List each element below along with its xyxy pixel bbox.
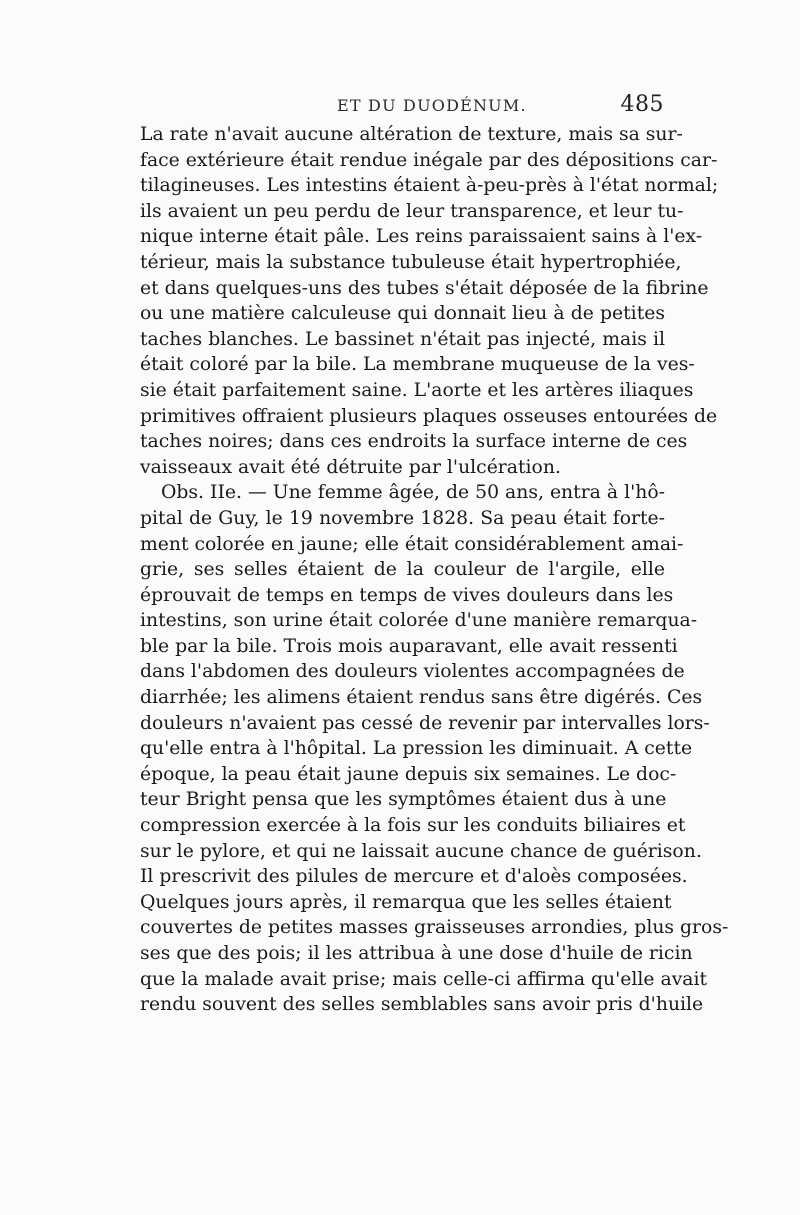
text-line: qu'elle entra à l'hôpital. La pression les diminuait. A cette — [140, 738, 693, 760]
text-line: teur Bright pensa que les symptômes étaient dus à une — [140, 789, 667, 811]
text-line: nique interne était pâle. Les reins paraissaient sains à l'ex- — [140, 226, 703, 248]
text-line: grie, ses selles étaient de la couleur de l'argile, elle — [140, 559, 665, 581]
text-line: pital de Guy, le 19 novembre 1828. Sa peau était forte- — [140, 507, 665, 529]
text-line: térieur, mais la substance tubuleuse était hypertrophiée, — [140, 251, 682, 273]
observation-start-line: Obs. IIe. — Une femme âgée, de 50 ans, entra à l'hô- — [161, 482, 665, 504]
text-line: et dans quelques-uns des tubes s'était déposée de la fibrine — [140, 277, 709, 299]
text-line: douleurs n'avaient pas cessé de revenir par intervalles lors- — [140, 712, 710, 734]
text-line: ment colorée en jaune; elle était considérablement amai- — [140, 533, 684, 555]
text-line: ou une matière calculeuse qui donnait lieu à de petites — [140, 303, 665, 325]
text-line: dans l'abdomen des douleurs violentes accompagnées de — [140, 661, 685, 683]
text-line: rendu souvent des selles semblables sans avoir pris d'huile — [140, 994, 704, 1016]
text-line: ble par la bile. Trois mois auparavant, elle avait ressenti — [140, 635, 678, 657]
text-line: compression exercée à la fois sur les conduits biliaires et — [140, 815, 686, 837]
text-line: couvertes de petites masses graisseuses arrondies, plus gros- — [140, 917, 729, 939]
text-line: était coloré par la bile. La membrane muqueuse de la ves- — [140, 354, 695, 376]
text-line: tilagineuses. Les intestins étaient à-peu-près à l'état normal; — [140, 175, 719, 197]
text-line: éprouvait de temps en temps de vives douleurs dans les — [140, 584, 674, 606]
running-title: ET DU DUODÉNUM. — [337, 96, 527, 115]
text-line: face extérieure était rendue inégale par des dépositions car- — [140, 149, 718, 171]
text-line: sie était parfaitement saine. L'aorte et les artères iliaques — [140, 379, 694, 401]
text-line: Il prescrivit des pilules de mercure et d'aloès composées. — [140, 866, 688, 888]
text-line: ils avaient un peu perdu de leur transparence, et leur tu- — [140, 200, 684, 222]
text-line: taches noires; dans ces endroits la surface interne de ces — [140, 431, 688, 453]
text-line: primitives offraient plusieurs plaques osseuses entourées de — [140, 405, 718, 427]
text-line: Quelques jours après, il remarqua que les selles étaient — [140, 891, 672, 913]
page-number: 485 — [620, 92, 664, 117]
running-head — [142, 92, 664, 122]
text-line: diarrhée; les alimens étaient rendus sans être digérés. Ces — [140, 687, 703, 709]
text-line: que la malade avait prise; mais celle-ci affirma qu'elle avait — [140, 968, 708, 990]
text-line: La rate n'avait aucune altération de texture, mais sa sur- — [140, 124, 683, 145]
text-line: taches blanches. Le bassinet n'était pas injecté, mais il — [140, 328, 665, 350]
text-line: sur le pylore, et qui ne laissait aucune chance de guérison. — [140, 840, 702, 862]
text-line: ses que des pois; il les attribua à une dose d'huile de ricin — [140, 943, 693, 964]
body-text — [140, 122, 729, 1018]
text-line: intestins, son urine était colorée d'une manière remarqua- — [140, 610, 698, 632]
text-line: époque, la peau était jaune depuis six semaines. Le doc- — [140, 763, 677, 785]
text-line: vaisseaux avait été détruite par l'ulcération. — [140, 456, 561, 478]
